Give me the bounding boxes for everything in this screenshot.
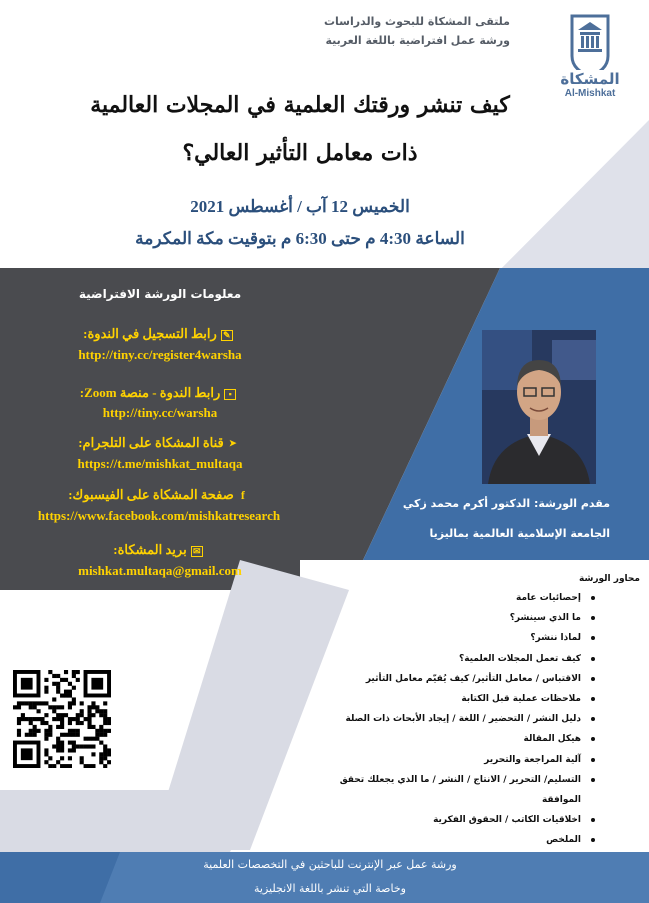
topics-heading: محاور الورشة — [579, 574, 640, 584]
list-item: ملاحظات عملية قبل الكتابة — [300, 689, 595, 709]
telegram-label: قناة المشكاة على التلجرام: — [78, 435, 224, 450]
organizer-name: ملتقى المشكاة للبحوث والدراسات — [323, 15, 510, 28]
list-item: الملخص — [300, 830, 595, 850]
presenter-name: مقدم الورشة: الدكتور أكرم محمد زكي — [402, 497, 610, 510]
list-item: آلية المراجعة والتحرير — [300, 750, 595, 770]
register-label-row — [30, 326, 290, 342]
register-link[interactable]: http://tiny.cc/register4warsha — [78, 347, 242, 362]
list-item: هيكل المقالة — [300, 729, 595, 749]
mishkat-logo — [540, 8, 640, 100]
organizer-block — [300, 12, 510, 50]
list-item: لماذا ننشر؟ — [300, 628, 595, 648]
telegram-link[interactable]: https://t.me/mishkat_multaqa — [77, 456, 243, 471]
presenter-photo — [482, 330, 596, 484]
zoom-label: رابط الندوة - منصة Zoom: — [79, 385, 221, 400]
logo-name-arabic: المشكاة — [560, 70, 620, 88]
list-item: ما الذي سينشر؟ — [300, 608, 595, 628]
title-line-1: كيف تنشر ورقتك العلمية في المجلات العالمية — [90, 92, 510, 118]
topics-list — [300, 588, 595, 851]
video-icon: ▪ — [224, 389, 236, 400]
mail-icon: ✉ — [191, 546, 203, 557]
qr-code[interactable] — [13, 670, 111, 768]
workshop-type: ورشة عمل افتراضية باللغة العربية — [325, 34, 510, 47]
telegram-label-row — [30, 435, 290, 451]
register-label: رابط التسجيل في الندوة: — [83, 326, 217, 341]
info-heading: معلومات الورشة الافتراضية — [78, 287, 242, 301]
telegram-icon: ➤ — [228, 437, 237, 448]
mosque-lamp-icon — [540, 8, 640, 70]
email-label: بريد المشكاة: — [113, 542, 187, 557]
event-time: الساعة 4:30 م حتى 6:30 م بتوقيت مكة المكرمة — [135, 229, 465, 248]
edit-icon: ✎ — [221, 330, 233, 341]
logo-name-english: Al-Mishkat — [564, 88, 616, 99]
footer-line-1: ورشة عمل عبر الإنترنت للباحثين في التخصصات العلمية — [203, 858, 457, 871]
footer-line-2: وخاصة التي تنشر باللغة الانجليزية — [254, 882, 406, 895]
event-date: الخميس 12 آب / أغسطس 2021 — [190, 197, 410, 216]
facebook-label: صفحة المشكاة على الفيسبوك: — [68, 487, 234, 502]
gray-bottom-left — [0, 790, 260, 852]
list-item: كيف تعمل المجلات العلمية؟ — [300, 649, 595, 669]
email-label-row — [30, 542, 290, 558]
qr-code-graphic — [13, 670, 111, 768]
title-line-2: ذات معامل التأثير العالي؟ — [182, 140, 418, 166]
zoom-link[interactable]: http://tiny.cc/warsha — [102, 405, 218, 420]
list-item: التسليم/ التحرير / الانتاج / النشر / ما الذي يجعلك تحقق الموافقة — [300, 770, 595, 810]
zoom-label-row — [30, 385, 290, 401]
list-item: دليل النشر / التحضير / اللغة / إيجاد الأبحاث ذات الصلة — [300, 709, 595, 729]
facebook-link[interactable]: https://www.facebook.com/mishkatresearch — [37, 508, 281, 523]
presenter-affiliation: الجامعة الإسلامية العالمية بماليزيا — [429, 527, 610, 540]
email-link[interactable]: mishkat.multaqa@gmail.com — [78, 563, 242, 578]
facebook-icon: f — [240, 487, 245, 502]
facebook-label-row — [0, 487, 320, 503]
list-item: الاقتباس / معامل التأثير/ كيف يُقيّم معامل التأثير — [300, 669, 595, 689]
list-item: اخلاقيات الكاتب / الحقوق الفكرية — [300, 810, 595, 830]
list-item: إحصائيات عامة — [300, 588, 595, 608]
